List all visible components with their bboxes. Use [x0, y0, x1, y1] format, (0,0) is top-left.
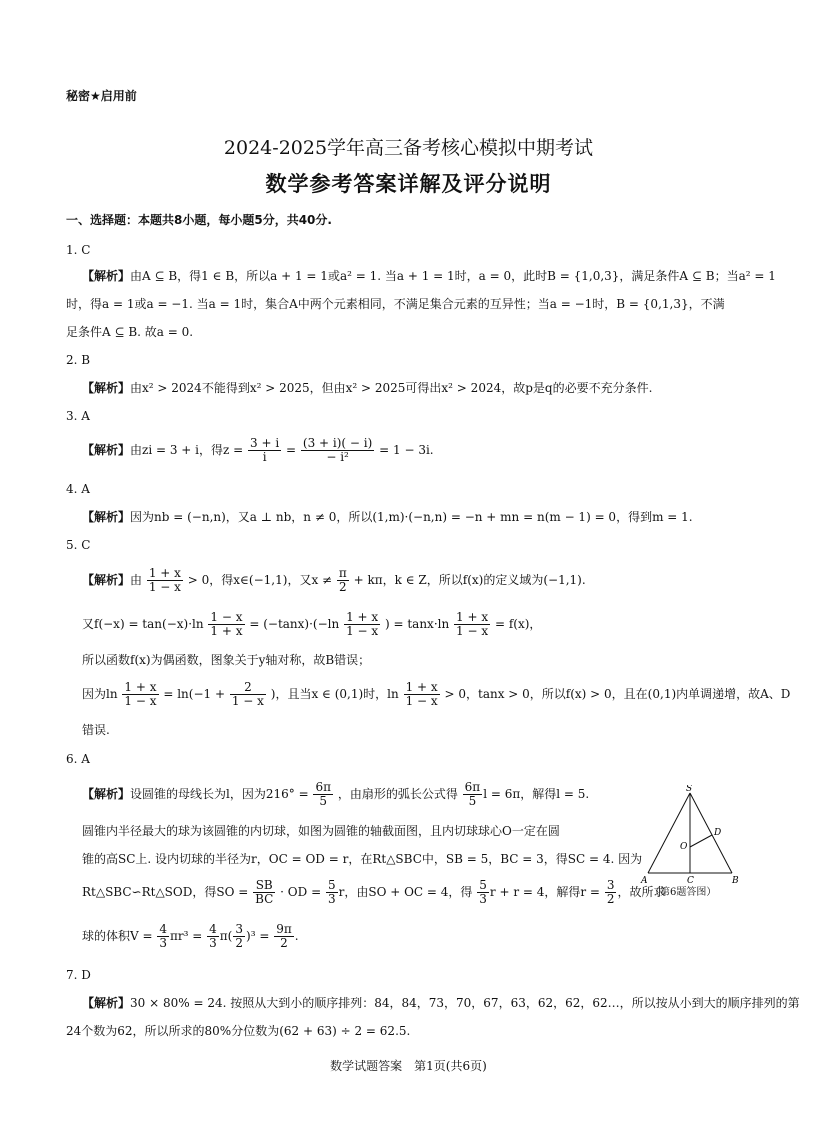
- q5-line5: 错误.: [82, 723, 110, 737]
- q6-line2: 圆锥内半径最大的球为该圆锥的内切球，如图为圆锥的轴截面图，且内切球球心O一定在圆: [82, 824, 560, 838]
- q5-answer: 5. C: [66, 538, 91, 552]
- q1-answer: 1. C: [66, 243, 91, 257]
- document-title: 数学参考答案详解及评分说明: [265, 172, 552, 196]
- page-footer: 数学试题答案 第1页(共6页): [330, 1059, 487, 1073]
- q1-line1: 【解析】由A ⊆ B，得1 ∈ B，所以a + 1 = 1或a² = 1. 当a + 1 = 1时，a = 0，此时B = {1,0,3}，满足条件A ⊆ B；当a² = 1: [82, 269, 776, 283]
- q7-line2: 24个数为62，所以所求的80%分位数为(62 + 63) ÷ 2 = 62.5.: [66, 1024, 411, 1038]
- label-C: C: [687, 876, 694, 886]
- q7-answer: 7. D: [66, 968, 91, 982]
- section-heading: 一、选择题：本题共8小题，每小题5分，共40分.: [66, 213, 332, 227]
- fraction: $\frac{(3 + i)( - i)}{\text{− i²}}$: [302, 436, 373, 464]
- q3-answer: 3. A: [66, 409, 90, 423]
- confidential-label: 秘密★启用前: [66, 89, 137, 103]
- q1-line2: 时，得a = 1或a = −1. 当a = 1时，集合A中两个元素相同，不满足集合元素的互异性；当a = −1时，B = {0,1,3}，不满: [66, 297, 725, 311]
- q7-line1: 【解析】30 × 80% = 24. 按照从大到小的顺序排列：84，84，73，70，67，63，62，62，62…，所以按从小到大的顺序排列的第: [82, 996, 800, 1010]
- q5-line3: 所以函数f(x)为偶函数，图象关于y轴对称，故B错误；: [82, 653, 371, 667]
- q6-line5: 球的体积V = $\frac{4}{3}$ πr³ = $\frac{4}{3}$ π( $\frac{3}{2}$ )³ = $\frac{9\pi}{2}$ .: [82, 922, 299, 950]
- q2-answer: 2. B: [66, 353, 91, 367]
- label-A: A: [641, 876, 648, 886]
- q4-line1: 【解析】因为nb = (−n,n)，又a ⊥ nb，n ≠ 0，所以(1,m)·(−n,n) = −n + mn = n(m − 1) = 0，得到m = 1.: [82, 510, 693, 524]
- q4-answer: 4. A: [66, 482, 90, 496]
- q5-line4: 因为ln $\frac{1 + x}{1 - x}$ = ln(−1 + $\frac{2}{1 - x}$ )，且当x ∈ (0,1)时，ln $\frac{1 + x}{1 - x}$ > 0，tanx > 0，所以f(x) > 0，且在(0,1)内单调递增，故A、D: [82, 680, 791, 708]
- label-S: S: [686, 785, 693, 794]
- label-D: D: [714, 828, 722, 838]
- q2-line1: 【解析】由x² > 2024不能得到x² > 2025，但由x² > 2025可得出x² > 2024，故p是q的必要不充分条件.: [82, 381, 653, 395]
- label-B: B: [732, 876, 739, 886]
- edge-SA: [648, 793, 690, 873]
- q6-line3: 锥的高SC上. 设内切球的半径为r，OC = OD = r，在Rt△SBC中，SB = 5，BC = 3，得SC = 4. 因为: [82, 852, 643, 866]
- q1-line3: 足条件A ⊆ B. 故a = 0.: [66, 325, 194, 339]
- q5-line1: 【解析】由 $\frac{1 + x}{1 - x}$ > 0，得x∈(−1,1)，又x ≠ $\frac{\pi}{2}$ + kπ，k ∈ Z，所以f(x)的定义域为(−1,1).: [82, 566, 586, 594]
- q6-line1: 【解析】设圆锥的母线长为l，因为216° = $\frac{6\pi}{5}$ ，由扇形的弧长公式得 $\frac{6\pi}{5}$ l = 6π，解得l = 5.: [82, 780, 590, 808]
- q3-line1: 【解析】由zi = 3 + i，得z = $\frac{3 + i}{i}$ = $\frac{(3 + i)( - i)}{\text{− i²}}$ = 1 − 3i.: [82, 436, 434, 464]
- label-O: O: [680, 842, 688, 852]
- q6-line4: Rt△SBC∽Rt△SOD，得SO = $\frac{SB}{BC}$ · OD = $\frac{5}{3}$ r，由SO + OC = 4，得 $\frac{5}{3}$ r + r = 4，解得r = $\frac{3}{2}$ ，故所求: [82, 878, 666, 906]
- figure-caption: （第6题答图）: [650, 887, 717, 898]
- q6-answer: 6. A: [66, 752, 90, 766]
- exam-title: 2024-2025学年高三备考核心模拟中期考试: [223, 137, 594, 159]
- radius-OD: [690, 835, 712, 847]
- fraction: $\frac{3 + i}{i}$: [250, 436, 280, 464]
- analysis-tag: 【解析】: [82, 269, 131, 283]
- edge-SB: [690, 793, 732, 873]
- q5-line2: 又f(−x) = tan(−x)·ln $\frac{1 - x}{1 + x}$ = (−tanx)·(−ln $\frac{1 + x}{1 - x}$ ) = tanx·ln $\frac{1 + x}{1 - x}$ = f(x)，: [82, 610, 542, 638]
